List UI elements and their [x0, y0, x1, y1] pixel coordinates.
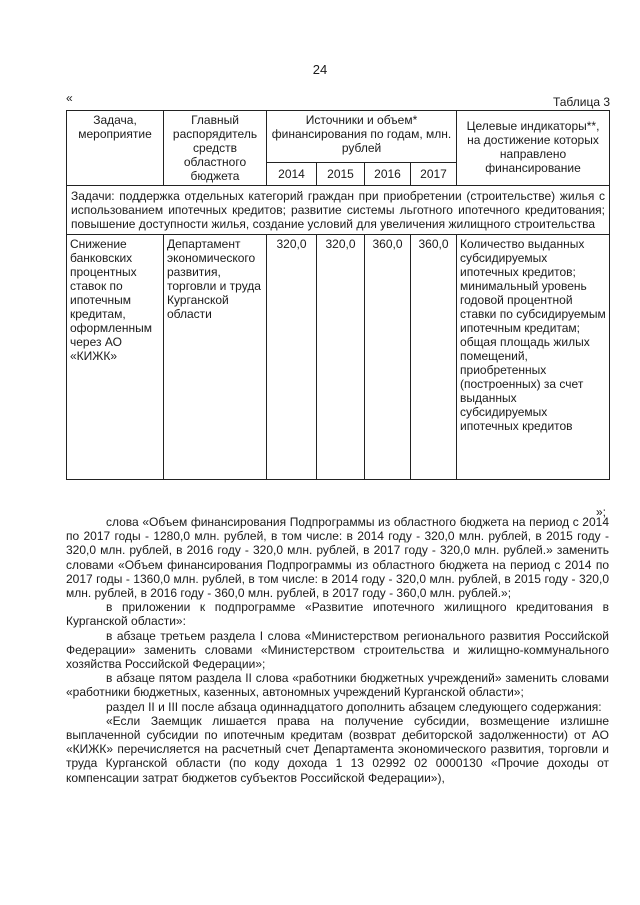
page-number: 24: [312, 62, 328, 77]
paragraph: раздел II и III после абзаца одиннадцатого дополнить абзацем следующего содержания:: [106, 699, 602, 714]
header-year-2015: 2015: [317, 162, 365, 185]
header-year-2017: 2017: [411, 162, 457, 185]
paragraph: в абзаце пятом раздела II слова «работники бюджетных учреждений» заменить словами «работники бюджетных, казенных, автономных учреждений Курганской области»;: [66, 671, 609, 700]
row-value-2014: 320,0: [267, 235, 317, 480]
row-value-2015: 320,0: [317, 235, 365, 480]
header-task: Задача, мероприятие: [67, 111, 164, 186]
financing-table: [66, 110, 610, 480]
paragraph: слова «Объем финансирования Подпрограммы из областного бюджета на период с 2014 по 2017 годы - 1280,0 млн. рублей, в том числе: в 2014 году - 320,0 млн. рублей, в 2015 году - 320,0 млн. рублей, в 2016 году - 320,0 млн. рублей, в 2017 году - 320,0 млн. рублей.» заменить словами «Объем финансирования Подпрограммы из областного бюджета на период с 2014 по 2017 годы - 1360,0 млн. рублей, в том числе: в 2014 году - 320,0 млн. рублей, в 2015 году - 320,0 млн. рублей, в 2016 году - 360,0 млн. рублей, в 2017 году - 360,0 млн. рублей.»;: [66, 515, 609, 601]
row-value-2016: 360,0: [365, 235, 411, 480]
table-label: Таблица 3: [552, 95, 610, 109]
row-task: Снижение банковских процентных ставок по ипотечным кредитам, оформленным через АО «КИЖК»: [67, 235, 164, 480]
header-year-2014: 2014: [267, 162, 317, 185]
body-text: [66, 515, 609, 785]
header-indicators: Целевые индикаторы**, на достижение которых направлено финансирование: [457, 111, 610, 186]
row-distributor: Департамент экономического развития, торговли и труда Курганской области: [164, 235, 267, 480]
header-distributor: Главный распорядитель средств областного бюджета: [164, 111, 267, 186]
open-quote: «: [66, 91, 73, 105]
header-year-2016: 2016: [365, 162, 411, 185]
paragraph: «Если Заемщик лишается права на получение субсидии, возмещение излишне выплаченной субсидии по ипотечным кредитам (возврат дебиторской задолженности) от АО «КИЖК» перечисляется на расчетный счет Департамента экономического развития, торговли и труда Курганской области (по коду дохода 1 13 02992 02 0000130 «Прочие доходы от компенсации затрат бюджетов субъектов Российской Федерации»),: [66, 713, 609, 785]
row-indicators: Количество выданных субсидируемых ипотечных кредитов; минимальный уровень годовой процентной ставки по субсидируемым ипотечным кредитам; общая площадь жилых помещений, приобретенных (построенных) за счет выданных субсидируемых ипотечных кредитов: [457, 235, 610, 480]
header-sources: Источники и объем* финансирования по годам, млн. рублей: [267, 111, 457, 163]
paragraph: в приложении к подпрограмме «Развитие ипотечного жилищного кредитования в Курганской области»:: [66, 600, 609, 629]
paragraph: в абзаце третьем раздела I слова «Министерством регионального развития Российской Федерации» заменить словами «Министерством строительства и жилищно-коммунального хозяйства Российской Федерации»;: [66, 628, 609, 672]
tasks-row: Задачи: поддержка отдельных категорий граждан при приобретении (строительстве) жилья с использованием ипотечных кредитов; развитие системы льготного ипотечного кредитования; повышение доступности жилья, создание условий для увеличения жилищного строительства: [67, 186, 610, 235]
row-value-2017: 360,0: [411, 235, 457, 480]
close-quote: »;: [596, 505, 607, 519]
